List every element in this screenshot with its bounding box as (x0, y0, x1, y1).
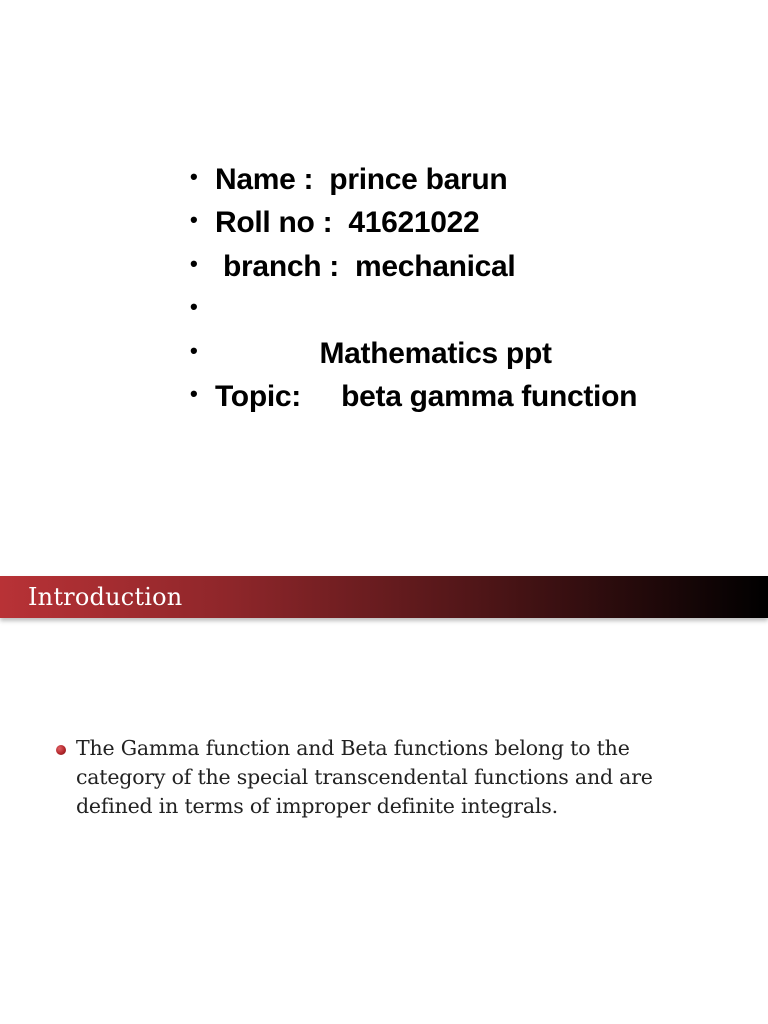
student-info-list (190, 158, 637, 418)
introduction-slide (0, 576, 768, 1024)
topic-text: Topic: beta gamma function (215, 379, 638, 413)
list-item-empty (190, 288, 637, 331)
name-text: Name : prince barun (215, 163, 508, 196)
list-item-name (190, 158, 637, 201)
subject-text: Mathematics ppt (215, 336, 552, 370)
slide-header-bar (0, 576, 768, 618)
list-item-roll-no (190, 201, 637, 244)
intro-paragraph: The Gamma function and Beta functions belong to the category of the special transcendental functions and are defined in terms of improper definite integrals. (76, 736, 653, 818)
bullet-dot-icon: • (190, 294, 198, 320)
list-item-subject (190, 332, 637, 375)
list-item-branch (190, 245, 637, 288)
bullet-dot-icon: • (190, 250, 198, 276)
bullet-dot-icon: • (190, 337, 198, 363)
roll-no-text: Roll no : 41621022 (215, 206, 480, 240)
bullet-dot-icon: • (190, 380, 198, 406)
branch-text: branch : mechanical (215, 249, 516, 283)
bullet-dot-icon: • (190, 207, 198, 233)
list-item-topic (190, 375, 637, 418)
bullet-ball-icon (56, 745, 66, 755)
slide-title: Introduction (28, 583, 183, 611)
bullet-dot-icon: • (190, 164, 198, 189)
